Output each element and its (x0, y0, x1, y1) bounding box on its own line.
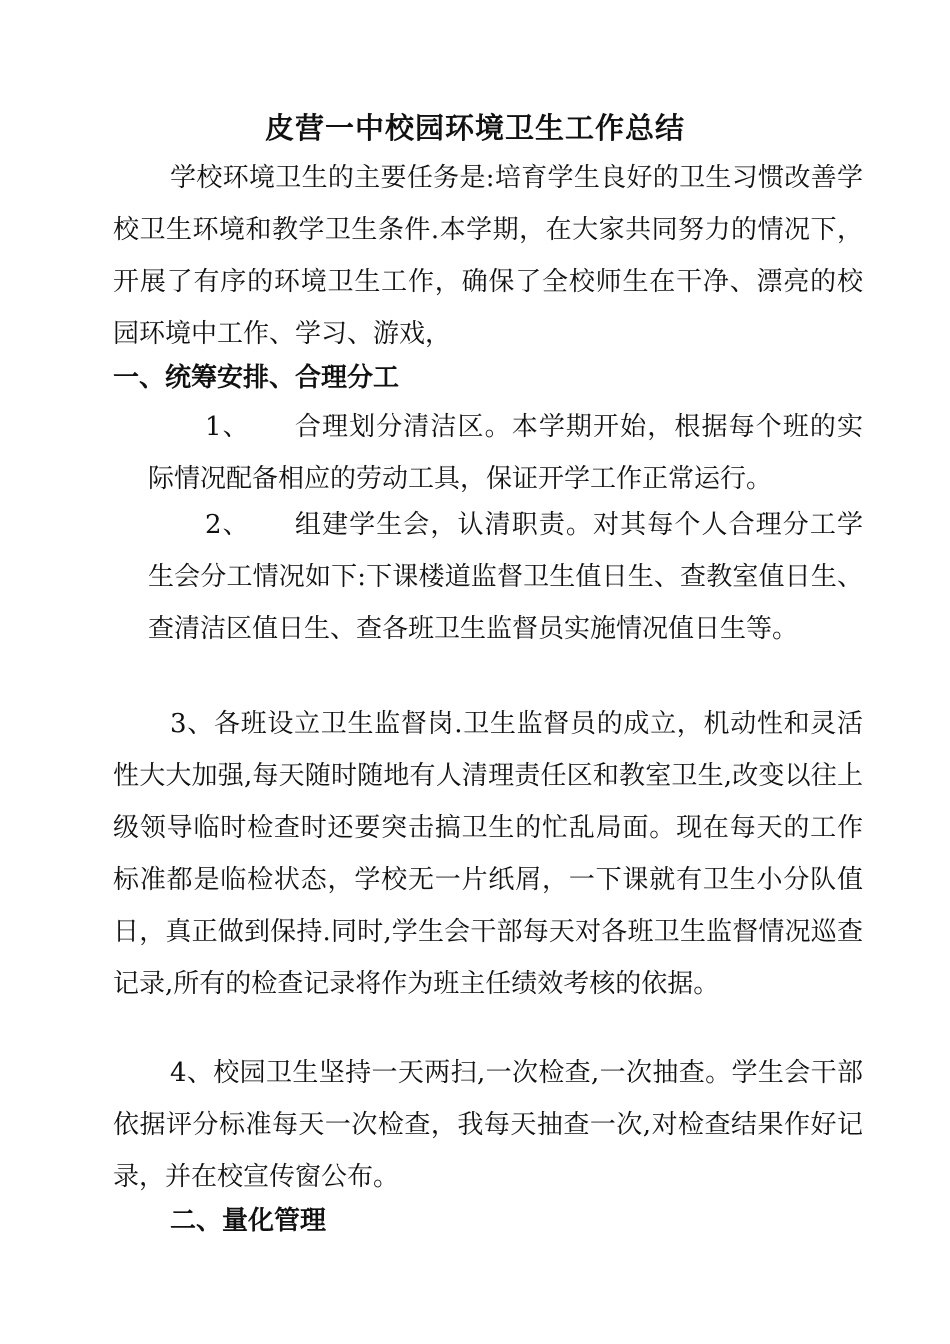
section-heading-2: 二、量化管理 (170, 1206, 327, 1236)
list-item-2-number: 2、 (205, 510, 250, 540)
list-item-2 (148, 499, 863, 655)
intro-paragraph: 学校环境卫生的主要任务是:培育学生良好的卫生习惯改善学校卫生环境和教学卫生条件.本学期，在大家共同努力的情况下，开展了有序的环境卫生工作，确保了全校师生在干净、漂亮的校园环境中工作、学习、游戏， (113, 163, 863, 349)
list-item-2-text: 组建学生会，认清职责。对其每个人合理分工学生会分工情况如下:下课楼道监督卫生值日生、查教室值日生、查清洁区值日生、查各班卫生监督员实施情况值日生等。 (148, 510, 863, 644)
list-item-3: 3、各班设立卫生监督岗.卫生监督员的成立，机动性和灵活性大大加强,每天随时随地有人清理责任区和教室卫生,改变以往上级领导临时检查时还要突击搞卫生的忙乱局面。现在每天的工作标准都是临检状态，学校无一片纸屑，一下课就有卫生小分队值日，真正做到保持.同时,学生会干部每天对各班卫生监督情况巡查记录,所有的检查记录将作为班主任绩效考核的依据。 (113, 709, 863, 999)
list-item-4: 4、校园卫生坚持一天两扫,一次检查,一次抽查。学生会干部依据评分标准每天一次检查，我每天抽查一次,对检查结果作好记录，并在校宣传窗公布。 (113, 1058, 863, 1192)
section-heading-1: 一、统筹安排、合理分工 (113, 363, 400, 393)
document-title: 皮营一中校园环境卫生工作总结 (264, 111, 685, 145)
list-item-1-number: 1、 (205, 412, 250, 442)
list-item-1 (148, 401, 863, 505)
list-item-1-text: 合理划分清洁区。本学期开始，根据每个班的实际情况配备相应的劳动工具，保证开学工作正常运行。 (148, 412, 863, 494)
